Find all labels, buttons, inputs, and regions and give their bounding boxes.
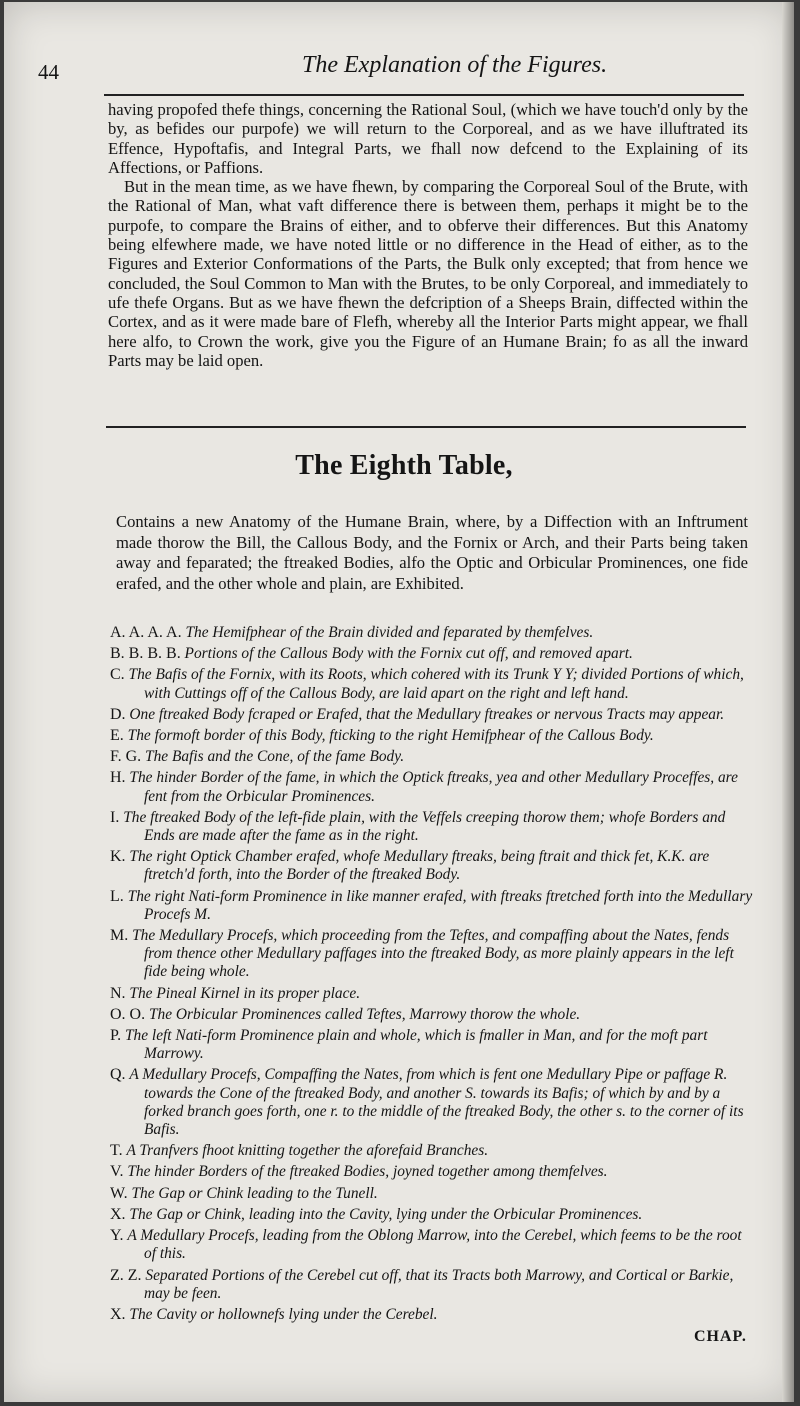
legend-key: L. (110, 887, 124, 905)
legend-item (110, 1185, 756, 1203)
legend-description: The Bafis of the Fornix, with its Roots, which cohered with its Trunk Y Y; divided Portions of which, with Cuttings off of the Callous Body, are laid apart on the right and left hand. (128, 666, 744, 702)
legend-key: E. (110, 727, 124, 745)
legend-description: The Bafis and the Cone, of the fame Body. (145, 748, 405, 766)
header-rule (104, 94, 744, 96)
legend-key: Y. (110, 1227, 124, 1245)
legend-key: N. (110, 984, 126, 1002)
legend-key: X. (110, 1305, 126, 1323)
legend-key: C. (110, 666, 125, 684)
legend-description: One ftreaked Body fcraped or Erafed, that the Medullary ftreakes or nervous Tracts may appear. (129, 705, 725, 723)
legend-item (110, 1066, 756, 1139)
legend-description: A Tranfvers fhoot knitting together the aforefaid Branches. (126, 1142, 489, 1160)
legend-key: O. O. (110, 1005, 146, 1023)
legend-description: The Hemifphear of the Brain divided and feparated by themfelves. (185, 624, 594, 641)
legend-key: W. (110, 1184, 128, 1202)
legend-description: The Gap or Chink leading to the Tunell. (131, 1184, 378, 1202)
legend-description: A Medullary Procefs, Compaffing the Nates, from which is fent one Medullary Pipe or paffage R. towards the Cone of the ftreaked Body, and another S. towards its Bafis; of which by and by a forked branch goes forth, one r. to the middle of the ftreaked Body, the other s. to the corner of its Bafis. (129, 1066, 744, 1139)
legend-key: P. (110, 1027, 122, 1045)
legend-item (110, 769, 756, 805)
legend-item (110, 1027, 756, 1063)
legend-key: T. (110, 1142, 123, 1160)
legend-item (110, 1142, 756, 1160)
page-gutter (782, 2, 794, 1402)
running-title: The Explanation of the Figures. (302, 52, 608, 78)
legend-key: Q. (110, 1066, 126, 1084)
legend-description: A Medullary Procefs, leading from the Oblong Marrow, into the Cerebel, which feems to be the root of this. (127, 1227, 742, 1263)
intro-paragraph-1: having propofed thefe things, concerning the Rational Soul, (which we have touch'd only by the by, as befides our purpofe) we will return to the Corporeal, and as we have illuftrated its Effence, Hypoftafis, and Integral Parts, we fhall now defcend to the Explaining of its Affections, or Paffions. (108, 100, 748, 177)
legend-item (110, 809, 756, 845)
legend-item (110, 1227, 756, 1263)
legend-description: The ftreaked Body of the left-fide plain, with the Veffels creeping thorow them; whofe Borders and Ends are made after the fame as in the right. (123, 808, 726, 845)
section-rule (106, 426, 746, 428)
legend-key: B. B. B. B. (110, 645, 181, 663)
legend-item (110, 888, 756, 924)
table-description: Contains a new Anatomy of the Humane Brain, where, by a Diffection with an Inftrument made thorow the Bill, the Callous Body, and the Fornix or Arch, and their Parts being taken away and feparated; the ftreaked Bodies, alfo the Optic and Orbicular Prominences, one fide erafed, and the other whole and plain, are Exhibited. (116, 512, 748, 593)
legend-item (110, 1267, 756, 1303)
legend-key: F. G. (110, 748, 142, 766)
intro-text (108, 100, 748, 370)
legend-description: The right Optick Chamber erafed, whofe Medullary ftreaks, being ftrait and thick fet, K.K. are ftretch'd forth, into the Border of the ftreaked Body. (129, 848, 710, 884)
catchword: CHAP. (694, 1328, 747, 1345)
legend-item (110, 748, 756, 766)
legend-key: D. (110, 705, 126, 723)
legend-item (110, 927, 756, 982)
figure-legend (110, 624, 756, 1327)
legend-item (110, 727, 756, 745)
legend-description: The hinder Border of the fame, in which the Optick ftreaks, yea and other Medullary Proceffes, are fent from the Orbicular Prominences. (129, 769, 738, 805)
legend-item (110, 1163, 756, 1181)
legend-key: V. (110, 1163, 124, 1181)
legend-key: K. (110, 848, 126, 866)
legend-key: M. (110, 927, 129, 945)
legend-item (110, 1306, 756, 1324)
legend-item (110, 706, 756, 724)
legend-description: The Gap or Chink, leading into the Cavity, lying under the Orbicular Prominences. (129, 1205, 643, 1223)
legend-description: The hinder Borders of the ftreaked Bodies, joyned together among themfelves. (127, 1163, 608, 1181)
legend-description: The Medullary Procefs, which proceeding from the Teftes, and compaffing about the Nates, fends from thence other Medullary paffages into the ftreaked Body, as more plainly appears in the left fide being whole. (132, 927, 734, 981)
running-head (34, 48, 754, 82)
legend-description: The left Nati-form Prominence plain and whole, which is fmaller in Man, and for the moft part Marrowy. (124, 1027, 708, 1063)
legend-key: Z. Z. (110, 1266, 142, 1284)
legend-item (110, 624, 756, 642)
legend-item (110, 645, 756, 663)
legend-description: Separated Portions of the Cerebel cut off, that its Tracts both Marrowy, and Cortical or Barkie, may be feen. (144, 1266, 734, 1302)
legend-key: H. (110, 769, 126, 787)
page-number: 44 (38, 60, 59, 84)
legend-item (110, 1006, 756, 1024)
table-title: The Eighth Table, (295, 450, 513, 481)
legend-description: The Pineal Kirnel in its proper place. (129, 984, 361, 1002)
intro-paragraph-2: But in the mean time, as we have fhewn, by comparing the Corporeal Soul of the Brute, with the Rational of Man, what vaft difference there is between them, perhaps it might be to the purpofe, to compare the Brains of either, and to obferve their differences. But this Anatomy being elfewhere made, we have noted little or no difference in the Head of either, as to the Figures and Exterior Conformations of the Parts, the Bulk only excepted; that from hence we concluded, the Soul Common to Man with the Brutes, to be only Corporeal, and immediately to ufe thefe Organs. But as we have fhewn the defcription of a Sheeps Brain, diffected within the Cortex, and as it were made bare of Flefh, whereby all the Interior Parts might appear, we fhall here alfo, to Crown the work, give you the Figure of an Humane Brain; fo as all the inward Parts may be laid open. (108, 177, 748, 370)
legend-description: The Orbicular Prominences called Teftes, Marrowy thorow the whole. (148, 1005, 581, 1023)
legend-description: The right Nati-form Prominence in like manner erafed, with ftreaks ftretched forth into the Medullary Procefs M. (127, 887, 753, 923)
legend-item (110, 985, 756, 1003)
legend-key: X. (110, 1205, 126, 1223)
legend-description: Portions of the Callous Body with the Fornix cut off, and removed apart. (184, 645, 633, 663)
legend-key: I. (110, 808, 120, 826)
legend-description: The formoft border of this Body, fticking to the right Hemifphear of the Callous Body. (127, 727, 654, 745)
legend-key: A. A. A. A. (110, 624, 182, 641)
legend-item (110, 1206, 756, 1224)
legend-item (110, 848, 756, 884)
book-page (4, 2, 794, 1402)
legend-item (110, 666, 756, 702)
legend-description: The Cavity or hollownefs lying under the Cerebel. (129, 1305, 438, 1323)
